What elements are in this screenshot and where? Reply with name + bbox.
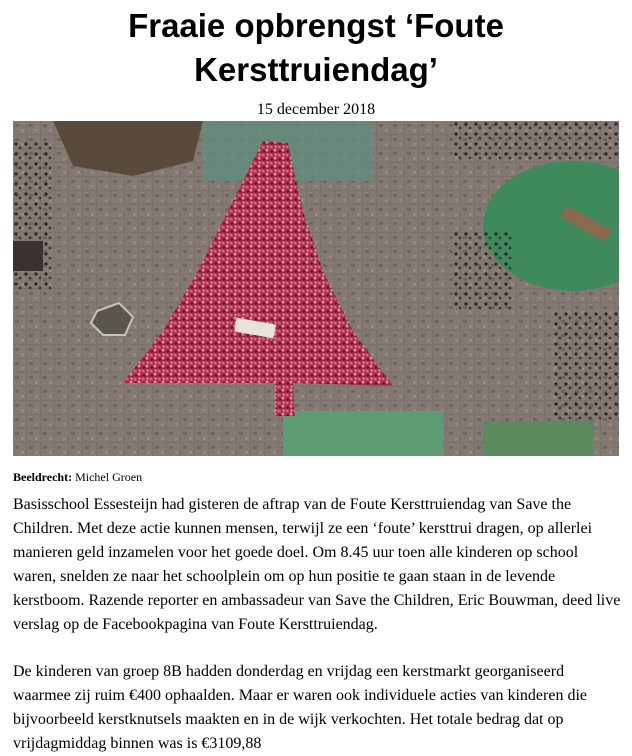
article-date: 15 december 2018 xyxy=(256,101,376,118)
aerial-photo-illustration xyxy=(13,121,619,456)
headline-line-2: Kersttruiendag’ xyxy=(194,51,438,88)
article-photo xyxy=(13,121,619,456)
photo-credit-name: Michel Groen xyxy=(75,470,143,484)
photo-credit-label: Beeldrecht: xyxy=(13,470,73,484)
headline-line-1: Fraaie opbrengst ‘Foute xyxy=(128,7,504,44)
article-paragraph: Basisschool Essesteijn had gisteren de aftrap van de Foute Kersttruiendag van Save the Children. Met deze actie kunnen mensen, terwijl ze een ‘foute’ kersttrui dragen, op allerlei manieren geld inzamelen voor het goede doel. Om 8.45 uur toen alle kinderen op school waren, snelden ze naar het schoolplein om op hun positie te gaan staan in de levende kerstboom. Razende reporter en ambassadeur van Save the Children, Eric Bouwman, deed live verslag op de Facebookpagina van Foute Kersttruiendag. xyxy=(13,496,621,633)
photo-credit xyxy=(13,470,142,484)
article-paragraph: De kinderen van groep 8B hadden donderdag en vrijdag een kerstmarkt georganiseerd waarmee zij ruim €400 ophaalden. Maar er waren ook individuele acties van kinderen die bijvoorbeeld kerstknutsels maakten en in de wijk verkochten. Het totale bedrag dat op vrijdagmiddag binnen was is €3109,88 xyxy=(13,663,587,752)
article-headline xyxy=(0,4,632,92)
